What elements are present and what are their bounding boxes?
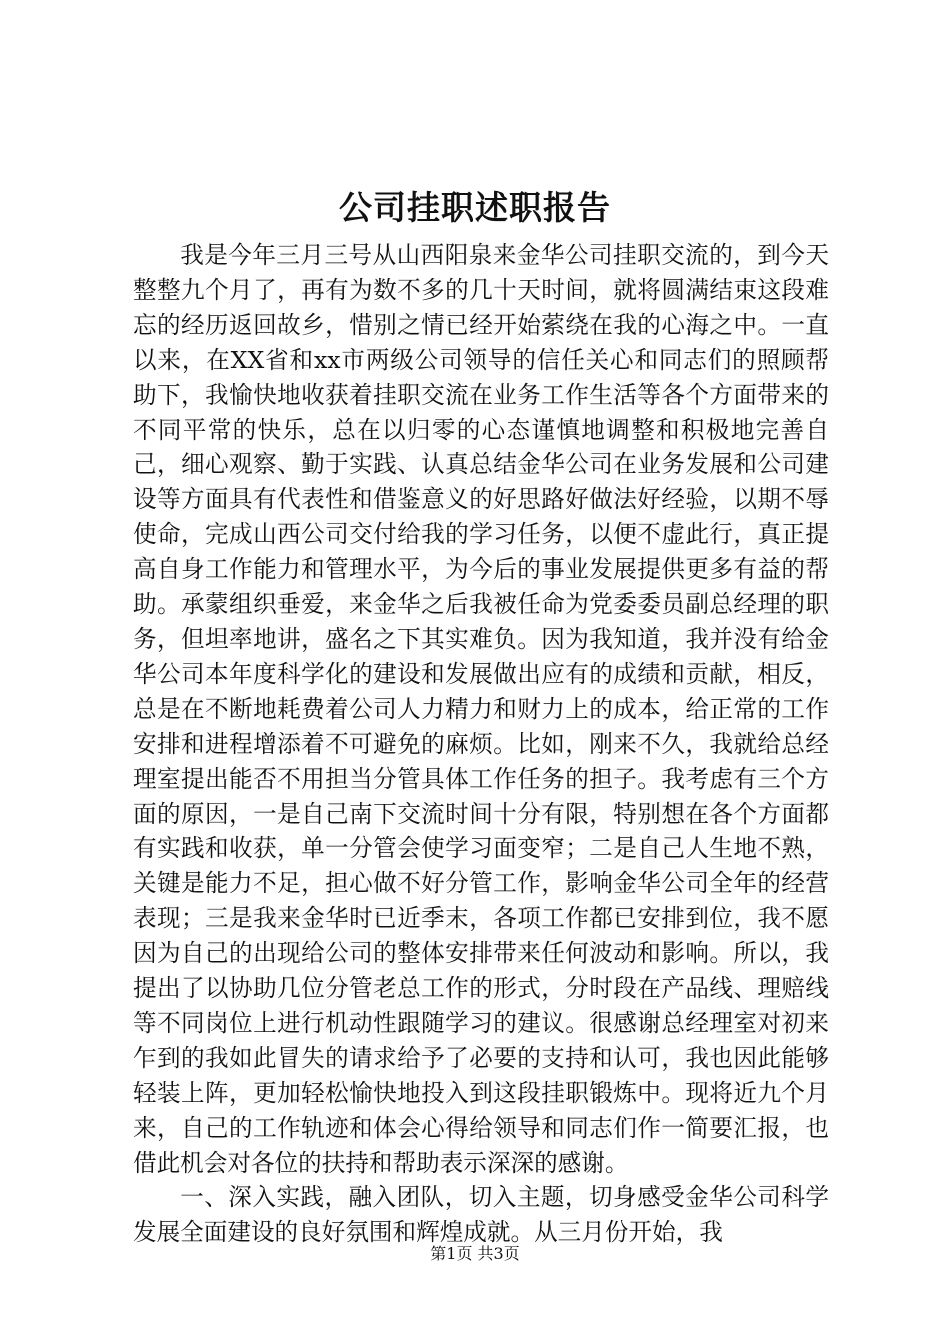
paragraph-intro: 我是今年三月三号从山西阳泉来金华公司挂职交流的，到今天整整九个月了，再有为数不多的几十天时间，就将圆满结束这段难忘的经历返回故乡，惜别之情已经开始萦绕在我的心海之中。一直以来，在XX省和xx市两级公司领导的信任关心和同志们的照顾帮助下，我愉快地收获着挂职交流在业务工作生活等各个方面带来的不同平常的快乐，总在以归零的心态谨慎地调整和积极地完善自己，细心观察、勤于实践、认真总结金华公司在业务发展和公司建设等方面具有代表性和借鉴意义的好思路好做法好经验，以期不辱使命，完成山西公司交付给我的学习任务，以便不虚此行，真正提高自身工作能力和管理水平，为今后的事业发展提供更多有益的帮助。承蒙组织垂爱，来金华之后我被任命为党委委员副总经理的职务，但坦率地讲，盛名之下其实难负。因为我知道，我并没有给金华公司本年度科学化的建设和发展做出应有的成绩和贡献，相反，总是在不断地耗费着公司人力精力和财力上的成本，给正常的工作安排和进程增添着不可避免的麻烦。比如，刚来不久，我就给总经理室提出能否不用担当分管具体工作任务的担子。我考虑有三个方面的原因，一是自己南下交流时间十分有限，特别想在各个方面都有实践和收获，单一分管会使学习面变窄；二是自己人生地不熟，关键是能力不足，担心做不好分管工作，影响金华公司全年的经营表现；三是我来金华时已近季末，各项工作都已安排到位，我不愿因为自己的出现给公司的整体安排带来任何波动和影响。所以，我提出了以协助几位分管老总工作的形式，分时段在产品线、理赔线等不同岗位上进行机动性跟随学习的建议。很感谢总经理室对初来乍到的我如此冒失的请求给予了必要的支持和认可，我也因此能够轻装上阵，更加轻松愉快地投入到这段挂职锻炼中。现将近九个月来，自己的工作轨迹和体会心得给领导和同志们作一简要汇报，也借此机会对各位的扶持和帮助表示深深的感谢。	[133, 241, 829, 1177]
document-title: 公司挂职述职报告	[339, 188, 611, 227]
document-body	[133, 238, 829, 1250]
page-number-footer: 第1页 共3页	[430, 1244, 520, 1263]
paragraph-section-1: 一、深入实践，融入团队，切入主题，切身感受金华公司科学发展全面建设的良好氛围和辉煌成就。从三月份开始，我	[133, 1183, 829, 1247]
